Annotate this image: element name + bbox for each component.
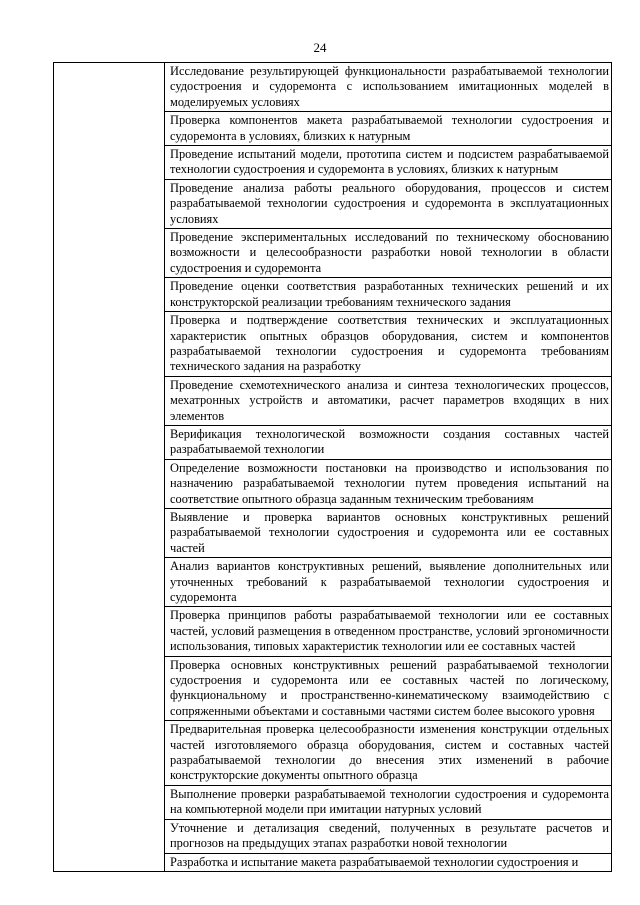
cell-text: Анализ вариантов конструктивных решений, выявление дополнительных или уточненных требований к разрабатываемой технологии судостроения и судоремонта <box>170 559 609 604</box>
table-cell <box>165 508 612 557</box>
cell-text: Уточнение и детализация сведений, полученных в результате расчетов и прогнозов на предыдущих этапах разработки новой технологии <box>170 820 609 851</box>
table-cell <box>165 425 612 459</box>
cell-text: Проверка компонентов макета разрабатываемой технологии судостроения и судоремонта в условиях, близких к натурным <box>170 113 609 143</box>
cell-text: Верификация технологической возможности создания составных частей разрабатываемой технологии <box>170 426 609 457</box>
cell-text: Предварительная проверка целесообразности изменения конструкции отдельных частей изготовляемого образца оборудования, систем и составных частей разрабатываемой технологии до внесения этих изменений в рабочие конструкторские документы опытного образца <box>170 722 609 783</box>
table-cell <box>165 607 612 656</box>
table-cell <box>165 656 612 721</box>
cell-text: Разработка и испытание макета разрабатываемой технологии судостроения и <box>170 854 579 869</box>
cell-text: Проведение анализа работы реального оборудования, процессов и систем разрабатываемой технологии судостроения и судоремонта в эксплуатационных условиях <box>170 180 609 226</box>
page-number: 24 <box>313 40 327 55</box>
table-cell <box>165 376 612 425</box>
table-cell <box>165 179 612 228</box>
table-cell <box>165 112 612 146</box>
cell-text: Проведение оценки соответствия разработанных технических решений и их конструкторской реализации требованиям технического задания <box>170 279 609 309</box>
cell-text: Проверка принципов работы разрабатываемой технологии или ее составных частей, условий размещения в отведенном пространстве, условий эргономичности использования, типовых характеристик технологии или ее составных частей <box>170 608 609 654</box>
table-cell <box>165 785 612 819</box>
table-cell <box>165 63 612 112</box>
table-body <box>54 63 612 872</box>
cell-text: Проведение испытаний модели, прототипа систем и подсистем разрабатываемой технологии судостроения и судоремонта в условиях, близких к натурным <box>170 147 609 177</box>
table-cell <box>165 312 612 377</box>
document-table <box>53 62 612 872</box>
table-cell <box>165 853 612 871</box>
cell-text: Выполнение проверки разрабатываемой технологии судостроения и судоремонта на компьютерной модели при имитации натурных условий <box>170 786 609 817</box>
table-cell <box>165 229 612 278</box>
cell-text: Проведение схемотехнического анализа и синтеза технологических процессов, мехатронных устройств и автоматики, расчет параметров входящих в них элементов <box>170 377 609 423</box>
left-column-cell <box>54 63 165 872</box>
table-cell <box>165 721 612 786</box>
table-cell <box>165 819 612 853</box>
table-cell <box>165 459 612 508</box>
cell-text: Проверка основных конструктивных решений разрабатываемой технологии судостроения и судоремонта или ее составных частей по логическому, функциональному и пространственно-кинематическому взаимодействию с сопряженными объектами и составными частями систем более высокого уровня <box>170 657 609 718</box>
table-cell <box>165 558 612 607</box>
cell-text: Исследование результирующей функциональности разрабатываемой технологии судостроения и судоремонта с использованием имитационных моделей в моделируемых условиях <box>170 64 609 109</box>
table-row <box>54 63 612 112</box>
cell-text: Проверка и подтверждение соответствия технических и эксплуатационных характеристик опытных образцов оборудования, систем и компонентов разрабатываемой технологии судостроения и судоремонта требованиям технического задания на разработку <box>170 313 609 374</box>
table-cell <box>165 278 612 312</box>
cell-text: Определение возможности постановки на производство и использования по назначению разрабатываемой технологии путем проведения испытаний на соответствие опытного образца заданным техническим требованиям <box>170 460 609 506</box>
cell-text: Проведение экспериментальных исследований по техническому обоснованию возможности и целесообразности разработки новой технологии в области судостроения и судоремонта <box>170 230 609 275</box>
cell-text: Выявление и проверка вариантов основных конструктивных решений разрабатываемой технологии судостроения и судоремонта или ее составных частей <box>170 509 609 555</box>
table-cell <box>165 146 612 180</box>
